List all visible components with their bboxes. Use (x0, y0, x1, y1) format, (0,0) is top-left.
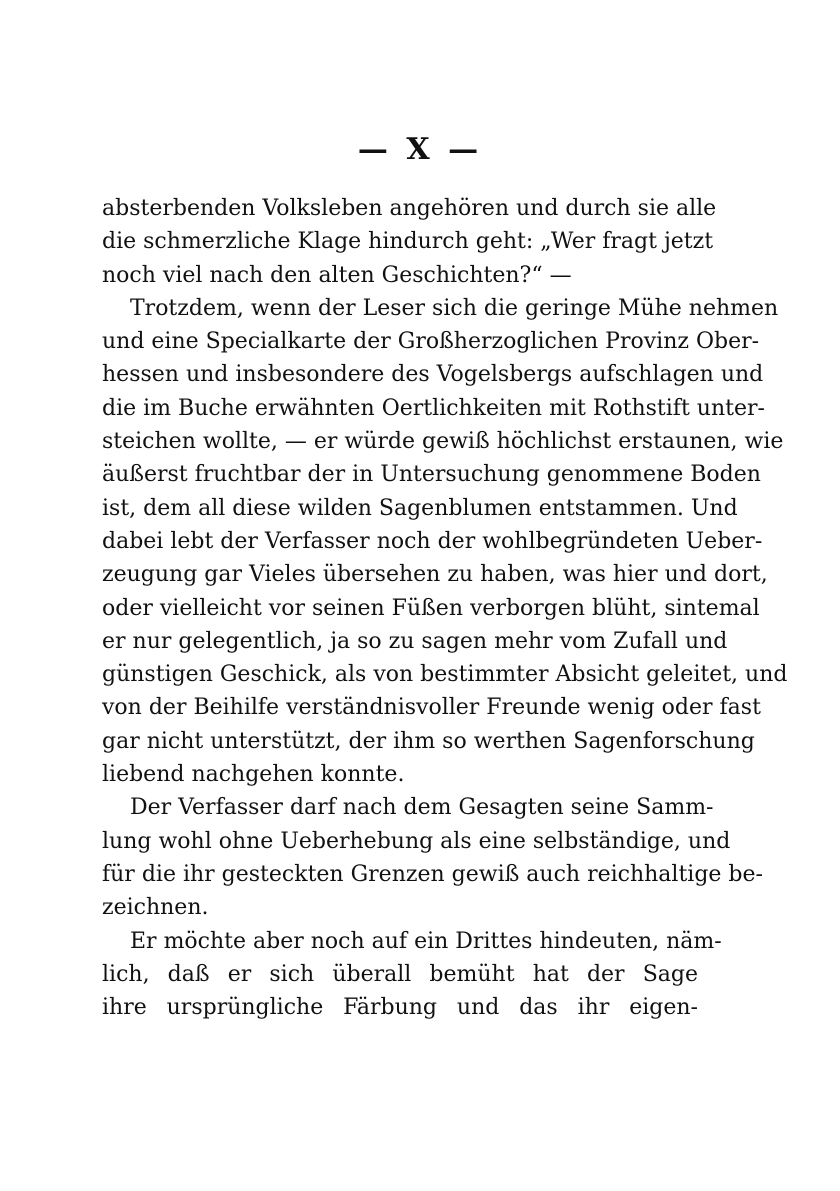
text-line-19: Der Verfasser darf nach dem Gesagten seine Samm- (130, 795, 714, 821)
text-line-15: günstigen Geschick, als von bestimmter Absicht geleitet, und (102, 662, 788, 688)
text-line-10: ist, dem all diese wilden Sagenblumen entstammen. Und (102, 495, 738, 521)
body-text (102, 192, 788, 1024)
page-number: — X — (357, 132, 483, 167)
text-line-13: oder vielleicht vor seinen Füßen verborgen blüht, sintemal (102, 595, 760, 621)
text-line-17: gar nicht unterstützt, der ihm so werthen Sagenforschung (102, 728, 755, 754)
text-line-12: zeugung gar Vieles übersehen zu haben, was hier und dort, (102, 562, 768, 588)
text-line-14: er nur gelegentlich, ja so zu sagen mehr vom Zufall und (102, 628, 728, 654)
text-line-24: lich, daß er sich überall bemüht hat der Sage (102, 961, 698, 987)
text-line-6: hessen und insbesondere des Vogelsbergs aufschlagen und (102, 362, 764, 388)
text-line-5: und eine Specialkarte der Großherzoglichen Provinz Ober- (102, 329, 760, 355)
text-line-7: die im Buche erwähnten Oertlichkeiten mit Rothstift unter- (102, 395, 765, 421)
text-line-25: ihre ursprüngliche Färbung und das ihr eigen- (102, 995, 698, 1021)
text-line-22: zeichnen. (102, 895, 209, 921)
text-line-23: Er möchte aber noch auf ein Drittes hindeuten, näm- (130, 928, 722, 954)
text-line-16: von der Beihilfe verständnisvoller Freunde wenig oder fast (102, 695, 761, 721)
text-line-3: noch viel nach den alten Geschichten?“ — (102, 262, 572, 288)
text-line-11: dabei lebt der Verfasser noch der wohlbegründeten Ueber- (102, 528, 763, 554)
text-line-4: Trotzdem, wenn der Leser sich die geringe Mühe nehmen (130, 295, 779, 321)
text-line-2: die schmerzliche Klage hindurch geht: „Wer fragt jetzt (102, 229, 714, 255)
text-line-1: absterbenden Volksleben angehören und durch sie alle (102, 196, 717, 221)
text-line-18: liebend nachgehen konnte. (102, 762, 405, 788)
text-line-21: für die ihr gesteckten Grenzen gewiß auch reichhaltige be- (102, 861, 763, 887)
text-line-20: lung wohl ohne Ueberhebung als eine selbständige, und (102, 828, 731, 854)
text-line-9: äußerst fruchtbar der in Untersuchung genommene Boden (102, 462, 761, 488)
text-line-8: steichen wollte, — er würde gewiß höchlichst erstaunen, wie (102, 429, 784, 455)
